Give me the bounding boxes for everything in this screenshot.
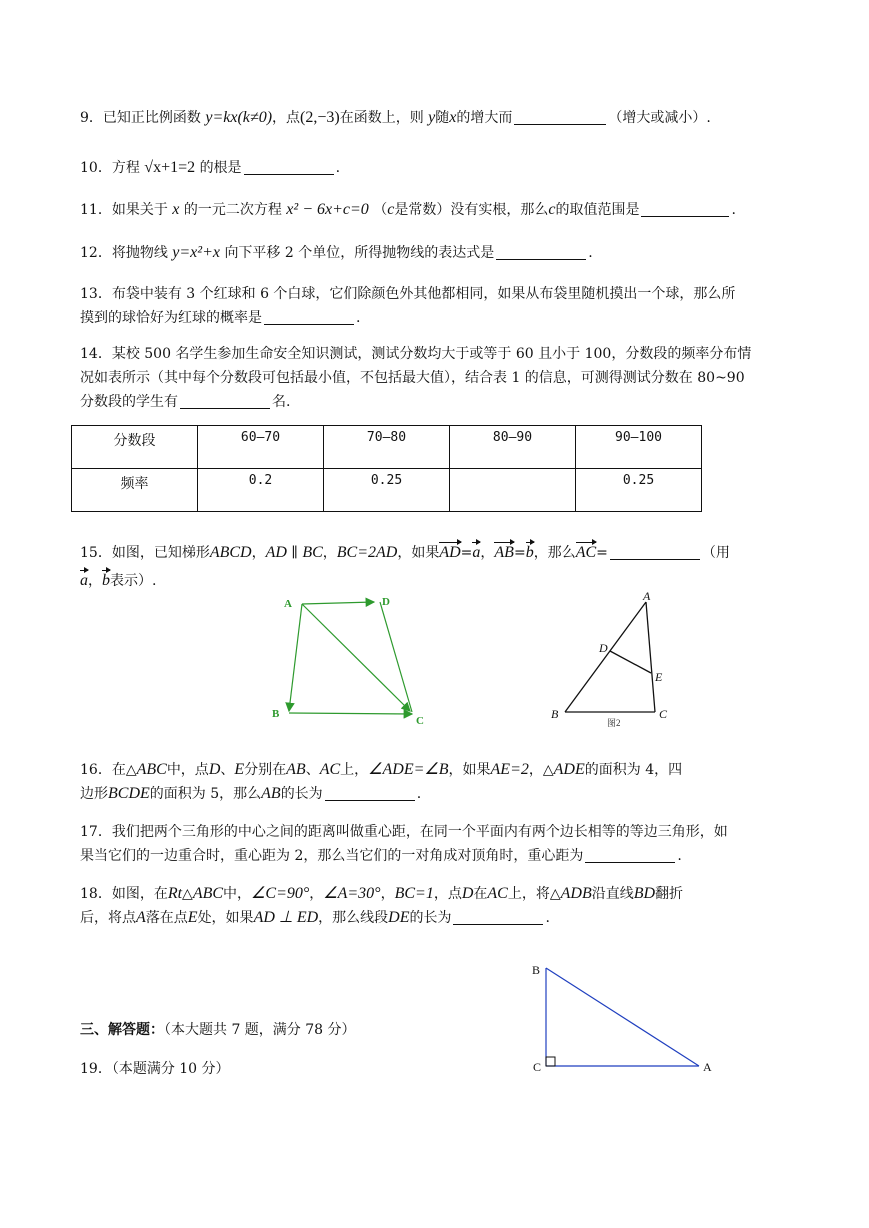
table-header-row: [72, 426, 702, 469]
answer-blank[interactable]: [641, 200, 729, 217]
edge-BC: [289, 713, 412, 714]
diagonal-AC: [302, 604, 410, 711]
equation: √x+1=2: [144, 159, 196, 176]
question-16: 16．在△ABC中，点D、E分别在AB、AC上，∠ADE=∠B，如果AE=2，△ADE的面积为 4，四 边形BCDE的面积为 5，那么AB的长为 .: [80, 761, 683, 802]
label-A: A: [643, 589, 651, 603]
question-11: 11．如果关于 x 的一元二次方程 x² − 6x+c=0 （c是常数）没有实根，那么c的取值范围是 .: [80, 201, 736, 218]
vector-AC: AC: [576, 541, 596, 565]
segment-DE: [610, 651, 651, 673]
edge-AC: [646, 602, 655, 712]
answer-blank[interactable]: [453, 908, 543, 925]
figure-caption: 图2: [607, 718, 621, 728]
label-C: C: [659, 707, 668, 721]
triangle-figure-2: [545, 588, 685, 730]
label-C: C: [416, 715, 424, 727]
label-B: B: [532, 963, 541, 977]
question-18: 18．如图，在Rt△ABC中，∠C=90°，∠A=30°，BC=1，点D在AC上，将△ADB沿直线BD翻折 后，将点A落在点E处，如果AD ⊥ ED，那么线段DE的长为 .: [80, 885, 684, 926]
question-14: 14．某校 500 名学生参加生命安全知识测试，测试分数均大于或等于 60 且小于 100，分数段的频率分布情 况如表所示（其中每个分数段可包括最小值，不包括最大值），结合表 1 的信息，可测得测试分数在 80~90 分数段的学生有 名.: [80, 346, 752, 410]
label-D: D: [599, 641, 608, 655]
question-10: 10．方程 √x+1=2 的根是 .: [80, 159, 341, 176]
question-19: 19．（本题满分 10 分）: [80, 1061, 230, 1077]
answer-blank[interactable]: [610, 543, 700, 560]
edge-DC: [380, 602, 412, 712]
section-heading: [80, 1018, 792, 1042]
answer-blank[interactable]: [244, 158, 334, 175]
function-expression: y=kx(k≠0): [205, 109, 273, 126]
label-A: A: [284, 598, 292, 610]
question-13: 13．布袋中装有 3 个红球和 6 个白球，它们除颜色外其他都相同，如果从布袋里随机摸出一个球，那么所 摸到的球恰好为红球的概率是 .: [80, 286, 736, 326]
answer-blank[interactable]: [180, 392, 270, 409]
edge-AD: [302, 602, 374, 604]
trapezoid-figure: [270, 590, 440, 730]
edge-AB: [546, 968, 699, 1066]
label-C: C: [533, 1060, 542, 1074]
table-cell: 70—80: [324, 426, 450, 469]
question-15: 15．如图，已知梯形ABCD，AD ∥ BC，BC=2AD，如果AD=a，AB=b，那么AC= （用 a，b表示）.: [80, 541, 792, 593]
table-cell: 0.2: [198, 469, 324, 512]
table-cell: 频率: [72, 469, 198, 512]
label-A: A: [703, 1060, 712, 1074]
label-E: E: [655, 670, 663, 684]
table-cell: 80—90: [450, 426, 576, 469]
section-title: 三、解答题：: [80, 1022, 164, 1038]
answer-blank[interactable]: [514, 108, 606, 125]
answer-blank[interactable]: [585, 846, 675, 863]
table-cell: 90—100: [576, 426, 702, 469]
table-cell: [450, 469, 576, 512]
table-cell: 0.25: [324, 469, 450, 512]
answer-blank[interactable]: [325, 784, 415, 801]
frequency-table: [71, 425, 702, 512]
edge-AB: [289, 604, 302, 711]
answer-blank[interactable]: [496, 243, 586, 260]
label-B: B: [272, 708, 280, 720]
vector-AB: AB: [494, 541, 514, 565]
question-17: 17．我们把两个三角形的中心之间的距离叫做重心距，在同一个平面内有两个边长相等的等边三角形，如 果当它们的一边重合时，重心距为 2，那么当它们的一对角成对顶角时，重心距为 .: [80, 824, 728, 864]
question-12: 12．将抛物线 y=x²+x 向下平移 2 个单位，所得抛物线的表达式是 .: [80, 244, 593, 261]
label-D: D: [382, 596, 390, 608]
table-cell: 60—70: [198, 426, 324, 469]
equation: x² − 6x+c=0: [286, 201, 369, 218]
answer-blank[interactable]: [264, 308, 354, 325]
vector-AD: AD: [439, 541, 460, 565]
table-cell: 0.25: [576, 469, 702, 512]
parabola-expression: y=x²+x: [172, 244, 220, 261]
point: (2,−3): [300, 109, 340, 126]
table-row: [72, 469, 702, 512]
vector-b: b: [526, 541, 534, 565]
section-note: （本大题共 7 题，满分 78 分）: [164, 1022, 356, 1038]
vector-a: a: [472, 541, 480, 565]
question-9: 9．已知正比例函数 y=kx(k≠0)，点(2,−3)在函数上，则 y随x的增大而 （增大或减小）.: [80, 109, 711, 126]
edge-AB: [565, 602, 646, 712]
table-cell: 分数段: [72, 426, 198, 469]
label-B: B: [551, 707, 559, 721]
